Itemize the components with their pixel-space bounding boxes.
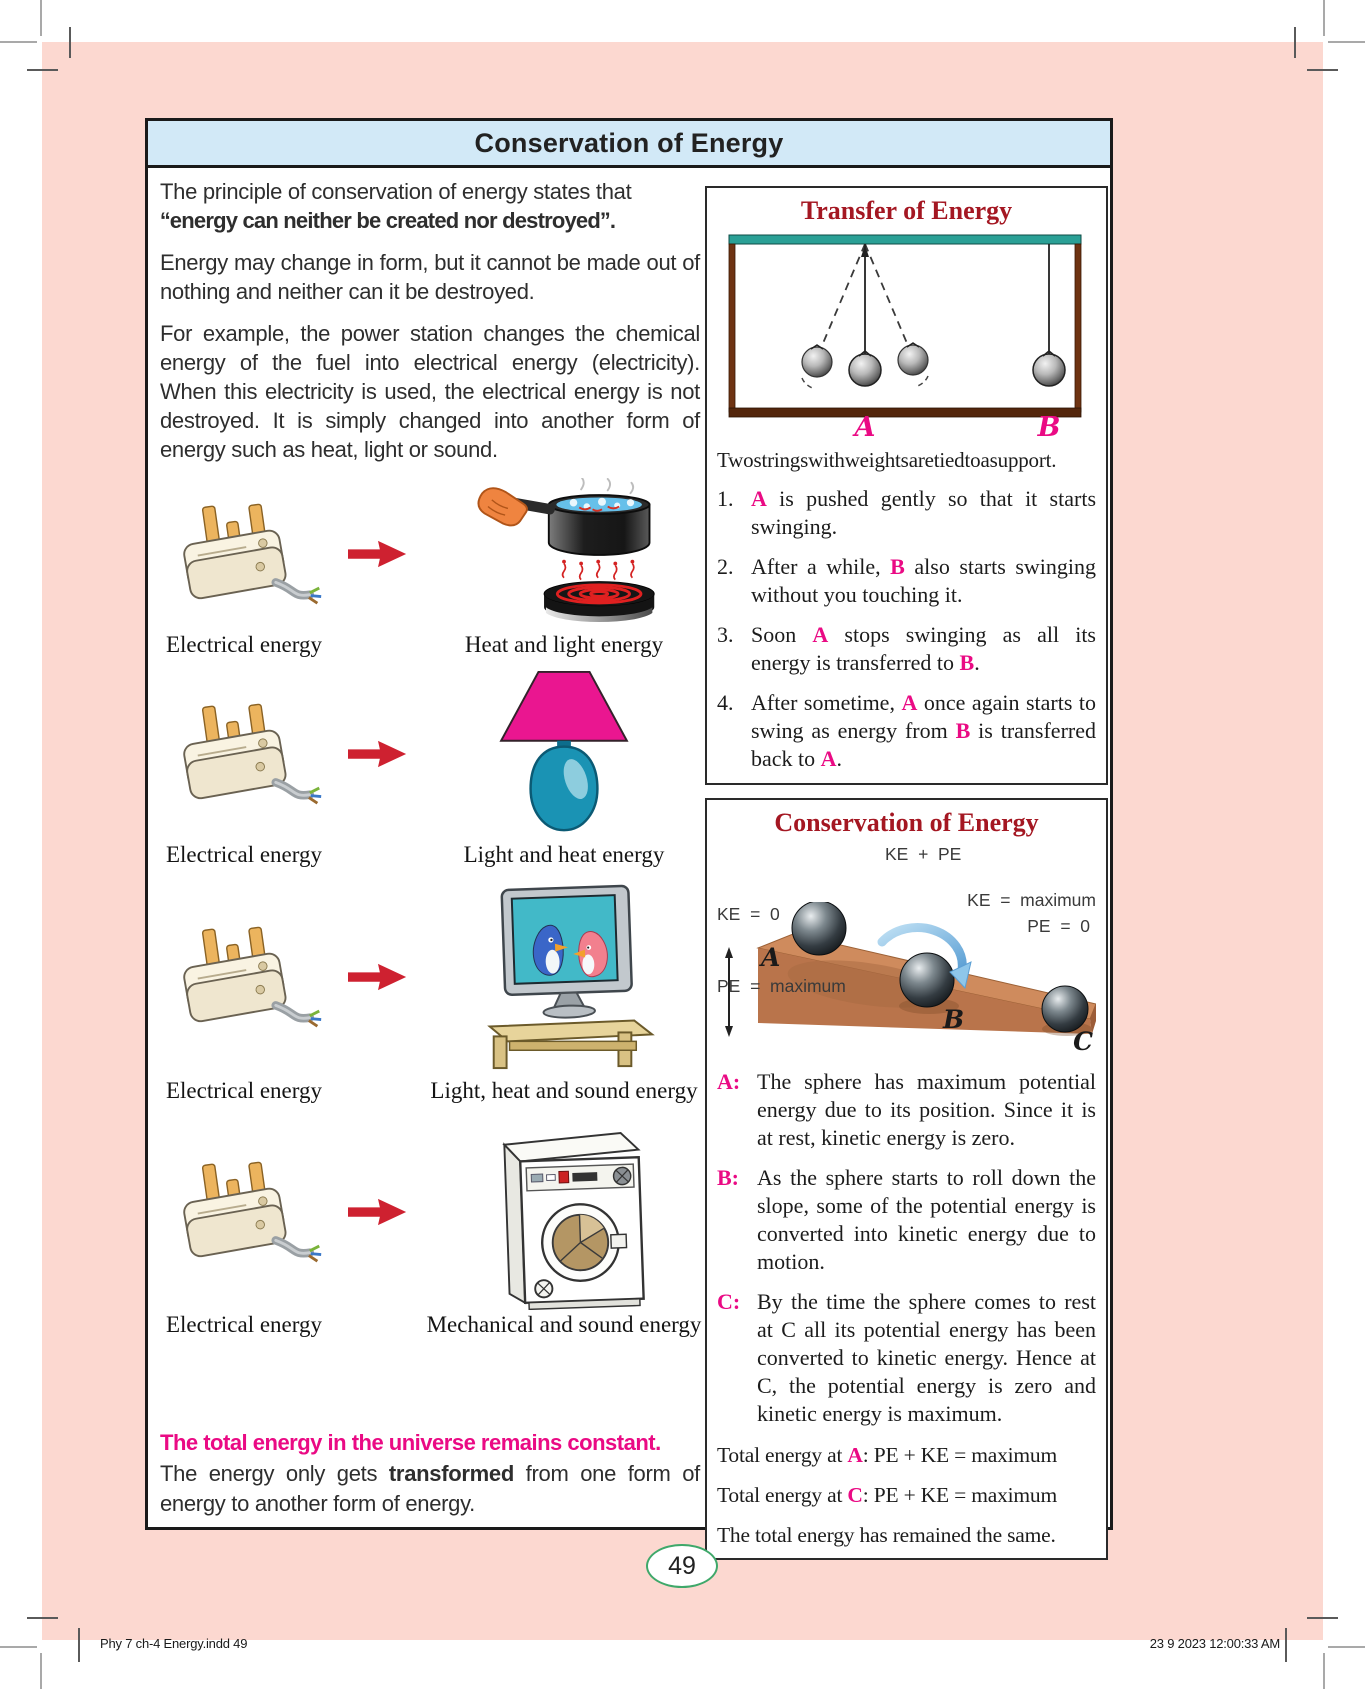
transfer-step-4 [717,689,1096,773]
main-content-box [145,118,1113,1547]
left-column [160,171,700,1527]
paragraph-power-station: For example, the power station changes the chemical energy of the fuel into electrical energy (electricity). When this electricity is used, the electrical energy is not destroyed. It is simply changed into another form of energy such as heat, light or sound. [160,321,700,462]
right-arrow-icon [347,962,409,992]
annotation-ke-max: KE = maximum [967,890,1096,910]
slope-diagram [717,842,1096,1056]
annotation-ke-zero [717,854,846,1046]
right-arrow-icon [347,739,409,769]
step-text: After a while, B also starts swinging without you touching it. [751,554,1096,607]
paragraph-energy-form: Energy may change in form, but it cannot be made out of nothing and neither can it be destroyed. [160,250,700,304]
energy-row-mechanical [160,1114,700,1338]
source-energy-label: Electrical energy [165,1312,322,1337]
energy-row-heat [160,478,700,658]
step-number: 2. [717,554,734,579]
total-energy-a: Total energy at A: PE + KE = maximum [717,1443,1057,1467]
result-energy-label: Mechanical and sound energy [426,1312,702,1337]
conservation-box-title: Conservation of Energy [774,808,1039,837]
plug-illustration [162,1159,327,1265]
step-number: 3. [717,622,734,647]
pendulum-label-b: B [1037,412,1061,440]
conservation-of-energy-box [705,798,1108,1560]
annotation-pe-zero: PE = 0 [1027,916,1090,936]
result-energy-label: Light, heat and sound energy [430,1078,698,1103]
transfer-step-2 [717,553,1096,609]
energy-row-sound [160,878,700,1104]
transfer-box-title: Transfer of Energy [800,196,1013,225]
conclusion-block [160,1430,700,1519]
plug-illustration [162,701,327,807]
result-energy-label: Light and heat energy [463,842,665,867]
point-b [717,1164,1096,1276]
total-energy-c: Total energy at C: PE + KE = maximum [717,1483,1057,1507]
step-text: After sometime, A once again starts to swing as energy from B is transferred back to A. [751,690,1096,771]
page-number-badge: 49 [646,1544,718,1588]
step-text: Soon A stops swinging as all its energy is transferred to B. [751,622,1096,675]
point-text: As the sphere starts to roll down the slope, some of the potential energy is converted into kinetic energy due to motion. [757,1165,1096,1274]
source-energy-label: Electrical energy [165,632,322,657]
slope-label-c: C [1073,1027,1093,1052]
paragraph-principle [160,177,700,235]
closing-statement: The total energy has remained the same. [717,1523,1056,1547]
conclusion-body: The energy only gets transformed from one form of energy to another form of energy. [160,1461,700,1516]
point-a [717,1068,1096,1152]
point-text: By the time the sphere comes to rest at C all its potential energy has been converted to kinetic energy. Hence at C, the potential energy is zero and kinetic energy is maximum. [757,1289,1096,1426]
slope-label-b: B [943,1005,965,1034]
conclusion-highlight: The total energy in the universe remains constant. [160,1430,661,1455]
principle-line: The principle of conservation of energy states that [160,179,632,204]
ke-zero-text: KE = 0 [717,904,780,924]
page-title: Conservation of Energy [148,121,1110,168]
pendulum-label-a: A [854,412,876,440]
transfer-step-1 [717,485,1096,541]
annotation-ke-plus-pe: KE + PE [885,844,962,864]
pendulum-diagram [717,230,1096,440]
point-c [717,1288,1096,1428]
right-column [705,186,1108,1560]
step-number: 1. [717,486,734,511]
point-label: B: [717,1165,739,1190]
television-illustration [467,878,662,1076]
footer-filename: Phy 7 ch-4 Energy.indd 49 [100,1636,248,1651]
lamp-illustration [494,668,634,840]
source-energy-label: Electrical energy [165,1078,322,1103]
step-number: 4. [717,690,734,715]
principle-quote: ‘‘energy can neither be created nor destroyed’’. [160,208,616,233]
source-energy-label: Electrical energy [165,842,322,867]
right-arrow-icon [347,539,409,569]
point-text: The sphere has maximum potential energy due to its position. Since it is at rest, kinetic energy is zero. [757,1069,1096,1150]
plug-illustration [162,501,327,607]
energy-row-light [160,668,700,868]
slope-label-a: A [761,943,781,972]
pe-max-text: PE = maximum [717,976,846,996]
step-text: A is pushed gently so that it starts swinging. [751,486,1096,539]
plug-illustration [162,924,327,1030]
stove-pot-illustration [464,478,664,630]
right-arrow-icon [347,1197,409,1227]
result-energy-label: Heat and light energy [464,632,664,657]
transfer-step-3 [717,621,1096,677]
pendulum-caption: Two strings with weights are tied to a support. [717,448,1057,472]
point-label: A: [717,1069,741,1094]
transfer-of-energy-box [705,186,1108,785]
footer-timestamp: 23 9 2023 12:00:33 AM [1149,1636,1280,1651]
point-label: C: [717,1289,741,1314]
washing-machine-illustration [474,1114,654,1310]
